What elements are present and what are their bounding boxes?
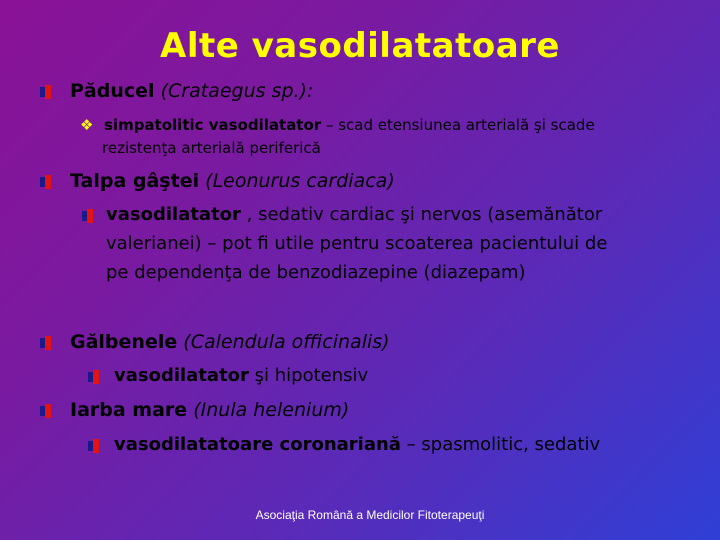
property-text: – spasmolitic, sedativ xyxy=(400,434,601,455)
item-iarba-mare xyxy=(70,399,349,421)
plant-latin-name: (Inula helenium) xyxy=(193,399,350,421)
bullet-icon xyxy=(40,336,51,350)
property-text: şi hipotensiv xyxy=(248,365,369,386)
bullet-icon xyxy=(82,209,93,223)
property-text: , sedativ cardiac şi nervos (asemănător xyxy=(240,204,603,225)
bullet-icon xyxy=(88,370,99,384)
sub-item-talpa-gastei-cont2: pe dependenţa de benzodiazepine (diazepam) xyxy=(106,262,526,283)
plant-name: Păducel xyxy=(70,80,155,102)
item-talpa-gastei xyxy=(70,170,395,192)
plant-name: Iarba mare xyxy=(70,399,188,421)
diamond-bullet-icon: ❖ xyxy=(80,116,94,134)
property-bold: simpatolitic vasodilatator xyxy=(104,116,322,134)
plant-name: Gălbenele xyxy=(70,331,178,353)
plant-name: Talpa gâştei xyxy=(70,170,200,192)
plant-latin-name: (Crataegus sp.): xyxy=(160,80,314,102)
property-bold: vasodilatatoare coronariană xyxy=(114,434,401,455)
plant-latin-name: (Leonurus cardiaca) xyxy=(205,170,395,192)
bullet-icon xyxy=(40,85,51,99)
bullet-icon xyxy=(40,404,51,418)
slide-title: Alte vasodilatatoare xyxy=(160,26,560,66)
item-paducel xyxy=(70,80,313,102)
bullet-icon xyxy=(88,439,99,453)
property-bold: vasodilatator xyxy=(106,204,241,225)
sub-item-paducel-cont: rezistenţa arterială periferică xyxy=(102,139,321,157)
footer-text: Asociaţia Română a Medicilor Fitoterapeuţi xyxy=(255,508,485,522)
item-galbenele xyxy=(70,331,390,353)
bullet-icon xyxy=(40,175,51,189)
sub-item-talpa-gastei-cont: valerianei) – pot fi utile pentru scoaterea pacientului de xyxy=(106,233,608,254)
sub-item-iarba-mare xyxy=(114,434,600,455)
sub-item-paducel xyxy=(104,116,595,134)
property-bold: vasodilatator xyxy=(114,365,249,386)
sub-item-talpa-gastei xyxy=(106,204,602,225)
plant-latin-name: (Calendula officinalis) xyxy=(183,331,390,353)
sub-item-galbenele xyxy=(114,365,368,386)
property-text: – scad etensiunea arterială şi scade xyxy=(321,116,595,134)
